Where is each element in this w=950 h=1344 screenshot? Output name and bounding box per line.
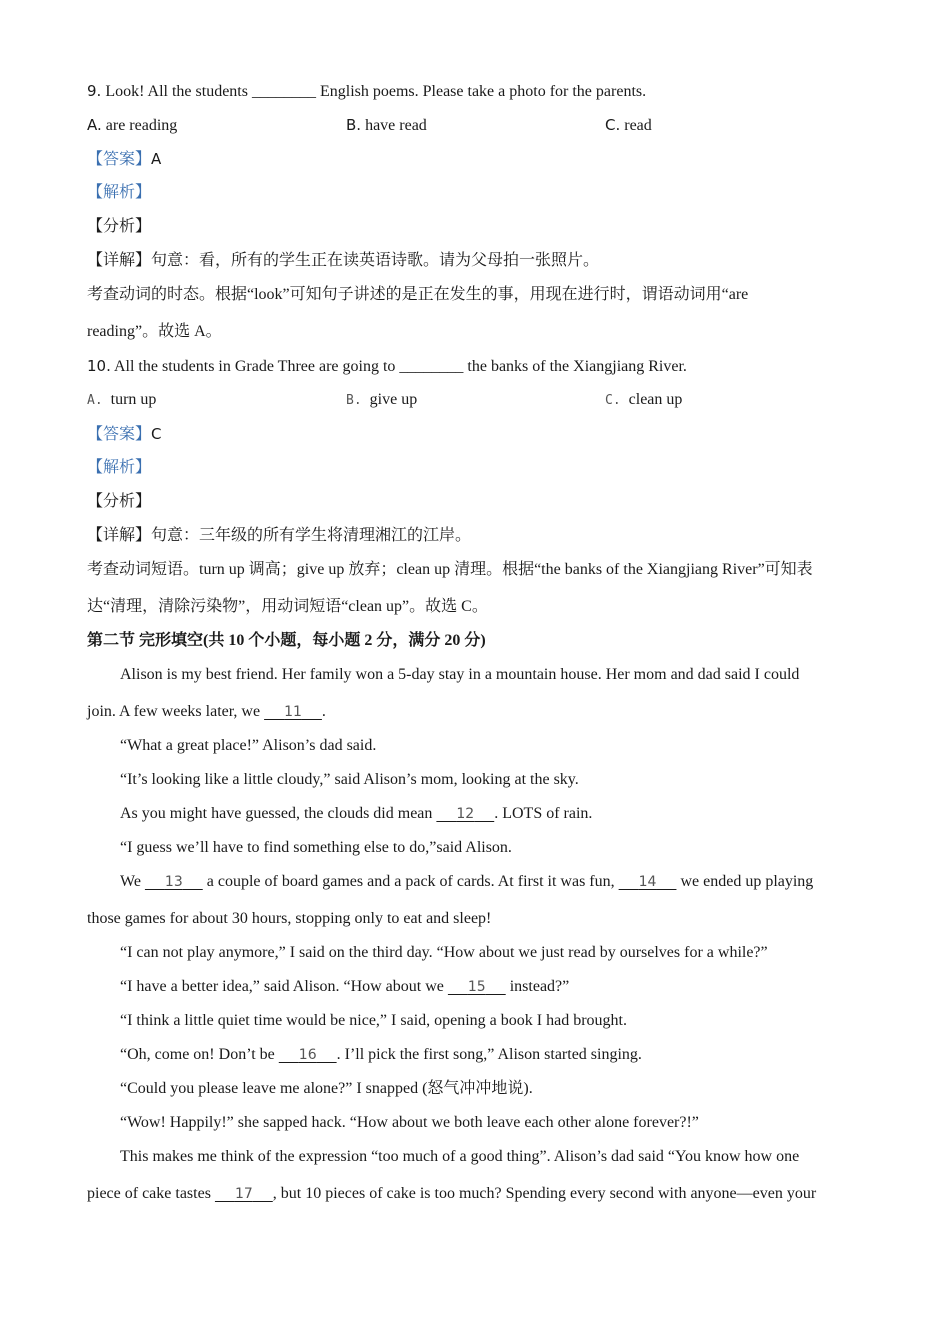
passage-line: “Oh, come on! Don’t be 16 . I’ll pick the first song,” Alison started singing.: [120, 1046, 642, 1063]
question-text: Look! All the students ________ English poems. Please take a photo for the parents.: [105, 83, 647, 100]
document-body: [87, 79, 867, 1216]
passage-line: We 13 a couple of board games and a pack of cards. At first it was fun, 14 we ended up playing: [120, 873, 814, 890]
analysis-tag: 【解析】: [87, 459, 152, 476]
fenxi-line: 【分析】: [87, 218, 152, 235]
passage-line: “I guess we’ll have to find something else to do,”said Alison.: [120, 839, 512, 856]
blank-13: 13: [164, 874, 183, 890]
passage-line: As you might have guessed, the clouds did mean 12 . LOTS of rain.: [120, 805, 593, 822]
explanation-line: 达“清理，清除污染物”，用动词短语“clean up”。故选 C。: [87, 598, 488, 615]
option-a: A. turn up: [87, 391, 157, 408]
explanation-line: reading”。故选 A。: [87, 323, 222, 340]
question-number: 9.: [87, 82, 102, 100]
passage-line: Alison is my best friend. Her family won a 5-day stay in a mountain house. Her mom and dad said I could: [120, 666, 800, 683]
blank-12: 12: [456, 806, 475, 822]
analysis-tag: 【解析】: [87, 184, 152, 201]
analysis-line: [87, 181, 867, 215]
option-c: C. clean up: [605, 391, 683, 408]
passage-line: “Wow! Happily!” she sapped hack. “How about we both leave each other alone forever?!”: [120, 1114, 699, 1131]
blank-15: 15: [467, 979, 486, 995]
question-text: All the students in Grade Three are going to ________ the banks of the Xiangjiang River.: [113, 358, 687, 375]
answer-tag: 【答案】: [87, 151, 152, 168]
passage-line: “I think a little quiet time would be nice,” I said, opening a book I had brought.: [120, 1012, 627, 1029]
fenxi-line: 【分析】: [87, 493, 152, 510]
answer-line: [87, 422, 867, 456]
answer-tag: 【答案】: [87, 426, 152, 443]
passage-line: “I have a better idea,” said Alison. “How about we 15 instead?”: [120, 978, 570, 995]
analysis-line: [87, 456, 867, 490]
blank-17: 17: [234, 1186, 253, 1202]
passage-line: those games for about 30 hours, stopping only to eat and sleep!: [87, 910, 492, 927]
detail-tag: 【详解】: [87, 527, 152, 544]
passage-line: join. A few weeks later, we 11 .: [87, 703, 326, 720]
option-a: A. are reading: [87, 116, 178, 134]
passage-line: This makes me think of the expression “too much of a good thing”. Alison’s dad said “You know how one: [120, 1148, 800, 1165]
section-heading: 第二节 完形填空(共 10 个小题，每小题 2 分，满分 20 分): [87, 632, 486, 649]
passage-line: “Could you please leave me alone?” I snapped (怒气冲冲地说).: [120, 1080, 533, 1097]
passage-line: “What a great place!” Alison’s dad said.: [120, 737, 377, 754]
detail-tag: 【详解】: [87, 252, 152, 269]
explanation-line: 考查动词的时态。根据“look”可知句子讲述的是正在发生的事，用现在进行时，谓语动词用“are: [87, 286, 749, 303]
detail-text: 句意：看，所有的学生正在读英语诗歌。请为父母拍一张照片。: [151, 252, 600, 269]
option-b: B. give up: [346, 391, 418, 408]
question-10-stem: [87, 354, 867, 388]
passage-line: “It’s looking like a little cloudy,” said Alison’s mom, looking at the sky.: [120, 771, 579, 788]
option-c: C. read: [605, 116, 652, 134]
question-number: 10.: [87, 357, 111, 375]
answer-value: A: [151, 150, 162, 168]
blank-11: 11: [284, 704, 302, 720]
passage-line: “I can not play anymore,” I said on the third day. “How about we just read by ourselves for a while?”: [120, 944, 768, 961]
detail-line: [87, 524, 867, 558]
passage-line: piece of cake tastes 17 , but 10 pieces of cake is too much? Spending every second with anyone—even your: [87, 1185, 817, 1202]
option-b: B. have read: [346, 116, 427, 134]
detail-text: 句意：三年级的所有学生将清理湘江的江岸。: [151, 527, 472, 544]
answer-value: C: [151, 425, 162, 443]
detail-line: [87, 249, 867, 283]
question-9-options: [87, 113, 867, 147]
blank-16: 16: [298, 1047, 317, 1063]
answer-line: [87, 147, 867, 181]
explanation-line: 考查动词短语。turn up 调高；give up 放弃；clean up 清理。根据“the banks of the Xiangjiang River”可知表: [87, 561, 813, 578]
question-9-stem: [87, 79, 867, 113]
blank-14: 14: [638, 874, 657, 890]
question-10-options: [87, 388, 867, 422]
